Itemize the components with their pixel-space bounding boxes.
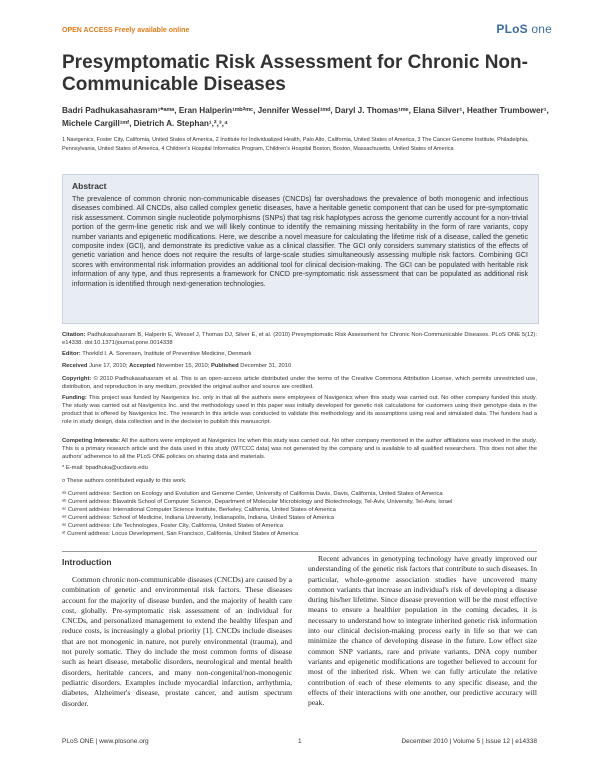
- paragraph: Recent advances in genotyping technology have greatly improved our understanding of the genetic risk factors that contribute to such diseases. In particular, whole-genome association studies have uncovered many common variants that increase an individual's risk of developing a disease during his/her lifetime. Since disease prevention will be the most effective means to ensure a healthier population in the coming decades, it is necessary to understand how to integrate inherited genetic risk information into our clinical decision-making process early in life so that we can minimize the chance of developing disease in the future. Low effect size common SNP variants, rare and private variants, DNA copy number variants and epigenetic modifications are together believed to account for most of the inherited risk. When we can fully articulate the relative contribution of each of these elements to any specific disease, and the effects of their interactions with one another, our predictive accuracy will peak.: [308, 554, 537, 708]
- introduction-heading: Introduction: [62, 557, 112, 567]
- address-item: ᵃᵉ Current address: Life Technologies, Foster City, California, United States of America: [62, 523, 283, 529]
- email-line: * E-mail: bpadhuka@ucdavis.edu: [62, 465, 148, 471]
- copyright-text: © 2010 Padhukasahasram et al. This is an open-access article distributed under the terms of the Creative Commons Attribution License, which permits unrestricted use, distribution, and reproduction in any medium, provided the original author and source are credited.: [62, 376, 537, 390]
- abstract-text: The prevalence of common chronic non-communicable diseases (CNCDs) far overshadows the prevalence of both monogenic and infectious diseases combined. All CNCDs, also called complex genetic diseases, have a heritable genetic component that can be used for pre-symptomatic risk assessment. Common single nucleotide polymorphisms (SNPs) that tag risk haplotypes across the genome currently account for a non-trivial portion of the germ-line genetic risk and we will likely continue to identify the remaining missing heritability in the form of rare variants, copy number variants and epigenetic modifications. Here, we describe a novel measure for calculating the lifetime risk of a disease, called the genetic composite index (GCI), and demonstrate its predictive value as a clinical classifier. The GCI only considers summary statistics of the effects of genetic variation and hence does not require the results of large-scale studies simultaneously assessing multiple risk factors. Combining GCI scores with environmental risk information provides an additional tool for clinical decision-making. The GCI can be populated with heritable risk information of any type, and thus represents a framework for CNCD pre-symptomatic risk assessment that can be populated as additional risk information is identified through next-generation technologies.: [72, 195, 528, 288]
- affiliations: 1 Navigenics, Foster City, California, United States of America, 2 Institute for Individualized Health, Palo Alto, California, United States of America, 3 The Cancer Genome Institute, Philadelphia, Pennsylvania, United States of America, 4 Children's Hospital Informatics Program, Children's Hospital Boston, Boston, Massachusetts, United States of America: [62, 137, 529, 152]
- address-item: ᵃᶜ Current address: International Computer Science Institute, Berkeley, California, United States of America: [62, 507, 336, 513]
- equal-contribution-note: ¤ These authors contributed equally to this work.: [62, 478, 187, 484]
- dates-block: [62, 362, 537, 370]
- competing-interests-block: [62, 437, 537, 461]
- editor-block: [62, 350, 537, 358]
- funding-block: [62, 394, 537, 426]
- plos-one-logo: [496, 22, 552, 36]
- citation-text: Padhukasahasram B, Halperin E, Wessel J, Thomas DJ, Silver E, et al. (2010) Presymptomatic Risk Assessment for Chronic Non-Communicable Diseases. PLoS ONE 5(12): e14338. doi:10.1371/journal.pone.0014338: [62, 332, 537, 346]
- current-addresses: [62, 490, 537, 538]
- funding-text: This project was funded by Navigenics Inc. only in that all the authors were employees of Navigenics when this study was carried out. No other company funded this study. The study was carried out at Navigenics Inc. and the methodology used in this paper was initially developed for genetic risk calculations for customers using their genotype data in the product that is offered by Navigenics Inc. The research in this article was conducted to validate this methodology and its assumptions using real and simulated data. The funders had a role in study design, data collection and in the decision to publish this manuscript.: [62, 395, 537, 425]
- address-item: ᵃᵃ Current address: Section on Ecology and Evolution and Genome Center, University of California Davis, Davis, California, United States of America: [62, 491, 443, 497]
- accepted-date: November 15, 2010;: [156, 363, 210, 369]
- editor-label: Editor:: [62, 351, 81, 357]
- copyright-label: Copyright:: [62, 376, 92, 382]
- section-divider: [62, 551, 537, 552]
- address-item: ᵃᶠ Current address: Locus Development, San Francisco, California, United States of America: [62, 531, 299, 537]
- address-item: ᵃᵈ Current address: School of Medicine, Indiana University, Indianapolis, Indiana, United States of America: [62, 515, 335, 521]
- received-date: June 17, 2010;: [89, 363, 128, 369]
- address-item: ᵃᵇ Current address: Blavatnik School of Computer Science, Department of Molecular Microbiology and Biotechnology, Tel-Aviv, University, Tel-Aviv, Israel: [62, 499, 453, 505]
- accepted-label: Accepted: [129, 363, 156, 369]
- footer-issue: December 2010 | Volume 5 | Issue 12 | e14338: [401, 738, 537, 745]
- open-access-banner: [62, 27, 189, 34]
- logo-main: PLoS: [496, 22, 528, 36]
- paragraph: Common chronic non-communicable diseases (CNCDs) are caused by a combination of genetic and environmental risk factors. These diseases account for the majority of disease burden, and the majority of health care cost, globally. Pre-symptomatic risk assessment of an individual for CNCDs, and personalized management to extend the healthy lifespan and reduce costs, is increasingly a global priority [1]. CNCDs include diseases that are not monogenic in nature, not purely environmental (trauma), and not purely somatic. They do include the most common forms of disease such as heart disease, metabolic disorders, neurological and mental health disorders, heritable cancers, and many non-congenital/non-monogenic pediatric disorders. Examples include myocardial infarction, arrhythmia, diabetes, Alzheimer's disease, prostate cancer, and autism spectrum disorder.: [62, 575, 292, 708]
- competing-text: All the authors were employed at Navigenics Inc when this study was carried out. No other company mentioned in the author affiliations was involved in the study. This is a primary research article and the data used in this study (WTCCC data) was not generated by the company and is available to all qualified researchers. This does not alter the authors' adherence to all the PLoS ONE policies on sharing data and materials.: [62, 438, 537, 460]
- citation-block: [62, 331, 537, 347]
- logo-sub: one: [531, 22, 552, 36]
- open-access-text: OPEN ACCESS Freely available online: [62, 27, 190, 34]
- introduction-column-left: [62, 575, 292, 709]
- article-title: Presymptomatic Risk Assessment for Chronic Non-Communicable Diseases: [62, 52, 528, 95]
- page-number: 1: [298, 738, 302, 745]
- abstract-heading: Abstract: [72, 181, 107, 191]
- copyright-block: [62, 375, 537, 391]
- funding-label: Funding:: [62, 395, 87, 401]
- citation-label: Citation:: [62, 332, 86, 338]
- published-date: December 31, 2010: [240, 363, 292, 369]
- author-list: Badri Padhukasahasram¹*ᵃᵐᵃ, Eran Halperin¹ᵐᵇ²ᵐᶜ, Jennifer Wessel¹ᵐᵈ, Daryl J. Thomas¹ᵐᵉ, Elana Silver¹, Heather Trumbower¹, Michele Cargill¹ᵐᶠ, Dietrich A. Stephan¹,²,³,⁴: [62, 106, 549, 128]
- competing-label: Competing Interests:: [62, 438, 121, 444]
- received-label: Received: [62, 363, 88, 369]
- footer-journal: PLoS ONE | www.plosone.org: [62, 738, 149, 745]
- introduction-column-right: [308, 554, 537, 708]
- editor-text: Thorkild I. A. Sorensen, Institute of Preventive Medicine, Denmark: [82, 351, 252, 357]
- published-label: Published: [210, 363, 239, 369]
